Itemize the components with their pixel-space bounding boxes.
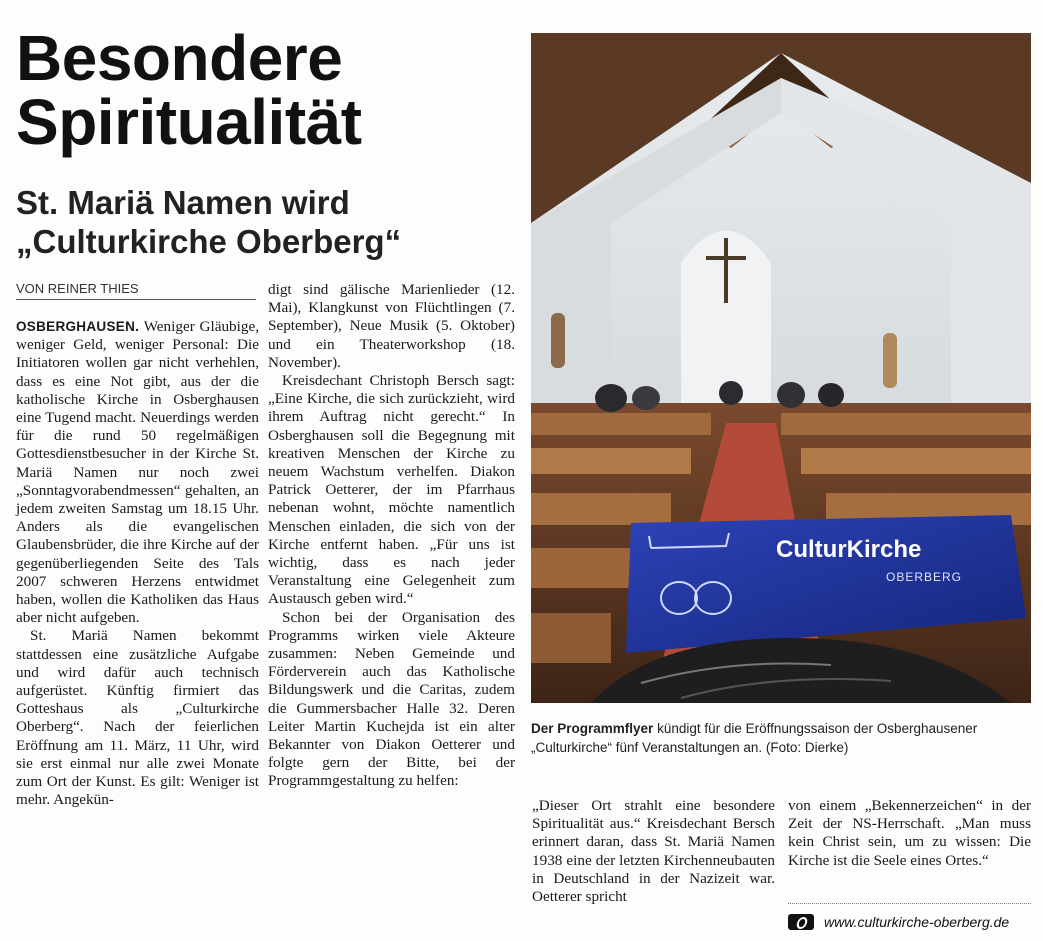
headline-line-1: Besondere bbox=[16, 22, 343, 94]
text-column-4 bbox=[788, 797, 1031, 870]
website-link[interactable]: www.culturkirche-oberberg.de bbox=[824, 913, 1010, 930]
church-interior-photo bbox=[531, 33, 1031, 703]
paragraph: St. Mariä Namen bekommt stattdessen eine zusätzliche Aufgabe und wird dafür auch technisch aufgerüstet. Künftig firmiert das Gotteshaus als „Culturkirche Oberberg“. Nach der feierlichen Eröffnung am 11. März, 11 Uhr, wird sie erst einmal nur alle zwei Monate zum Ort der Kunst. Es gilt: Weniger ist mehr. Angekün- bbox=[16, 627, 259, 809]
photo-caption bbox=[531, 719, 1031, 757]
paragraph bbox=[16, 318, 259, 627]
author-byline: VON REINER THIES bbox=[16, 281, 256, 300]
dateline: OSBERGHAUSEN. bbox=[16, 319, 140, 334]
caption-title: Der Programmflyer bbox=[531, 721, 654, 736]
flyer-subtitle: OBERBERG bbox=[886, 570, 963, 584]
article-headline bbox=[16, 22, 516, 158]
subhead-line-1: St. Mariä Namen wird bbox=[16, 184, 350, 221]
text-column-1 bbox=[16, 318, 259, 809]
article-subheadline bbox=[16, 183, 516, 261]
info-icon bbox=[788, 914, 814, 930]
text-column-3 bbox=[532, 797, 775, 906]
subhead-line-2: „Culturkirche Oberberg“ bbox=[16, 223, 402, 260]
paragraph: digt sind gälische Marienlieder (12. Mai), Klangkunst von Flüchtlingen (7. September), Neue Musik (5. Oktober) und ein Theaterworkshop (18. November). bbox=[268, 281, 515, 371]
paragraph: Schon bei der Organisation des Programms wirken viele Akteure zusammen: Neben Gemeinde und Förderverein auch das Katholische Bildungswerk und die Caritas, zudem die Gummersbacher Halle 32. Deren Leiter Martin Kuchejda ist ein alter Bekannter von Diakon Oetterer und folgte gern der Bitte, bei der Programmgestaltung zu helfen: bbox=[268, 608, 515, 790]
text-column-2 bbox=[268, 281, 515, 791]
paragraph: Kreisdechant Christoph Bersch sagt: „Eine Kirche, die sich zurückzieht, wird ihrem Auftrag nicht gerecht.“ In Osberghausen soll die Begegnung mit kreativen Menschen der Kirche zu neuem Wachstum verhelfen. Diakon Patrick Oetterer, der im Pfarrhaus nebenan wohnt, möchte namentlich Menschen einladen, die sich von der Kirche entfernt haben. „Für uns ist wichtig, dass es nach jeder Veranstaltung eine Gelegenheit zum Austausch geben wird.“ bbox=[268, 372, 515, 608]
caption-text: kündigt für die Eröffnungssaison der Osberghausener „Culturkirche“ fünf Veranstaltungen an. (Foto: Dierke) bbox=[531, 721, 978, 755]
website-line bbox=[788, 903, 1031, 935]
paragraph: von einem „Bekennerzeichen“ in der Zeit der NS-Herrschaft. „Man muss kein Christ sein, um zu wissen: Die Kirche ist die Seele eines Ortes.“ bbox=[788, 797, 1031, 869]
headline-line-2: Spiritualität bbox=[16, 86, 362, 158]
flyer-title: CulturKirche bbox=[776, 536, 922, 563]
paragraph-text: Weniger Gläubige, weniger Geld, weniger Personal: Die Initiatoren wollen gar nicht verhehlen, dass es eine Not gibt, aus der die katholische Kirche in Osberghausen eine Tugend macht. Neuerdings werden für die rund 50 regelmäßigen Gottesdienstbesucher in der Kirche St. Mariä Namen nur noch zwei „Sonntagvorabendmessen“ gehalten, an jedem zweiten Samstag um 18.15 Uhr. Anders als die evangelischen Glaubensbrüder, die ihre Kirche auf der gegenüberliegenden Seite des Tals 2007 schweren Herzens entwidmet haben, wollen die Katholiken das Haus aber nicht aufgeben. bbox=[16, 318, 259, 627]
paragraph: „Dieser Ort strahlt eine besondere Spiritualität aus.“ Kreisdechant Bersch erinnert daran, dass St. Mariä Namen 1938 eine der letzten Kirchenneubauten in Deutschland in der Nazizeit war. Oetterer spricht bbox=[532, 797, 775, 906]
